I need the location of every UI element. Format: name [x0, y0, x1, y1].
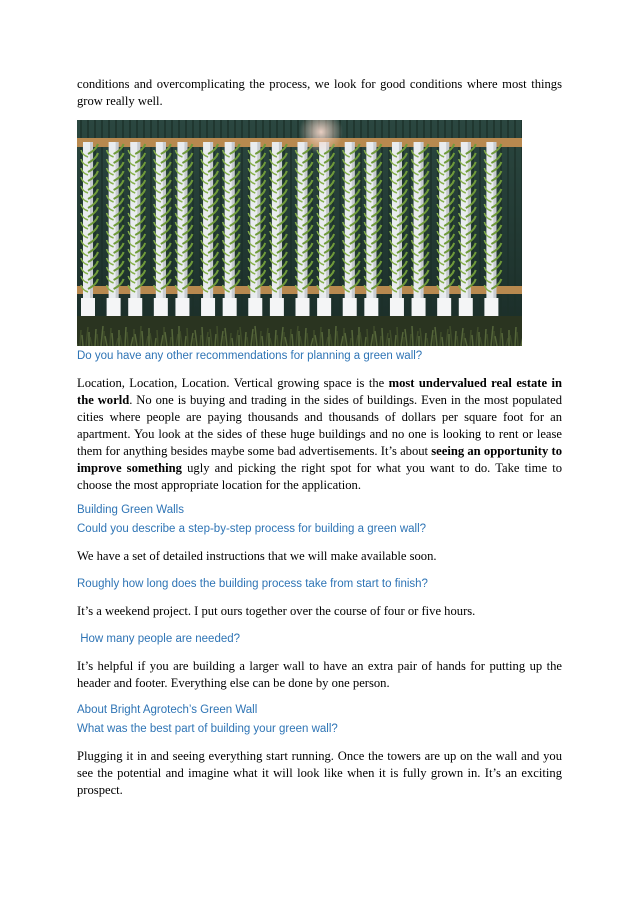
- question-steps: Could you describe a step-by-step process for building a green wall?: [77, 523, 427, 535]
- grass-blade: [455, 331, 456, 346]
- grass-blade: [187, 328, 188, 346]
- grass-blade: [320, 327, 321, 346]
- tower-shadow: [326, 142, 329, 298]
- grass-blade: [305, 328, 306, 346]
- grass-blade: [322, 332, 323, 346]
- tower-shadow: [137, 142, 140, 298]
- grass-blade: [457, 336, 458, 346]
- grass-blade: [95, 329, 96, 346]
- tower-shadow: [184, 142, 187, 298]
- grass-blade: [110, 328, 111, 346]
- grass-blade: [425, 333, 426, 346]
- tower-shadow: [257, 142, 260, 298]
- grass-blade: [80, 330, 81, 346]
- tower-shadow: [163, 142, 166, 298]
- tower-shadow: [232, 142, 235, 298]
- grass-blade: [517, 332, 518, 346]
- grass-blade: [292, 334, 293, 346]
- grass-blade: [500, 328, 501, 346]
- grass-blade: [412, 326, 413, 346]
- answer-recommendations-bold2: seeing an opportunity to improve something: [77, 444, 562, 475]
- grass-blade: [262, 336, 263, 346]
- grass-blade: [217, 326, 218, 346]
- grass-blade: [335, 326, 336, 346]
- grass-blade: [502, 333, 503, 346]
- grass-blade: [365, 337, 366, 346]
- grass-blade: [200, 335, 201, 346]
- question-duration: Roughly how long does the building process take from start to finish?: [77, 578, 428, 590]
- tower-shadow: [446, 142, 449, 298]
- grass-blade: [485, 329, 486, 346]
- grass-blade: [472, 335, 473, 346]
- grass-blade: [127, 332, 128, 346]
- grass-blade: [470, 330, 471, 346]
- grass-blade: [97, 334, 98, 346]
- grass-blade: [142, 331, 143, 346]
- grass-blade: [202, 327, 203, 346]
- grass-blade: [395, 335, 396, 346]
- grass-blade: [125, 327, 126, 346]
- intro-paragraph: conditions and overcomplicating the process, we look for good conditions where most things grow really well.: [77, 77, 562, 108]
- grass-blade: [277, 335, 278, 346]
- grass-blade: [170, 337, 171, 346]
- grass-blade: [337, 331, 338, 346]
- question-best-part: What was the best part of building your green wall?: [77, 723, 338, 735]
- tower-shadow: [90, 142, 93, 298]
- grass-blade: [380, 336, 381, 346]
- answer-best-part: Plugging it in and seeing everything start running. Once the towers are up on the wall and you see the potential and imagine what it will look like when it is fully grown in. It’s an exciting prospect.: [77, 749, 562, 797]
- answer-recommendations-part3: ugly and picking the right spot for what you want to do. Take time to choose the most appropriate location for the application.: [77, 461, 562, 492]
- grass-blade: [487, 334, 488, 346]
- grass-blade: [260, 331, 261, 346]
- tower-shadow: [116, 142, 119, 298]
- question-recommendations: Do you have any other recommendations for planning a green wall?: [77, 350, 423, 362]
- answer-recommendations-part1: Location, Location, Location. Vertical growing space is the: [77, 376, 389, 390]
- tower-shadow: [493, 142, 496, 298]
- question-people: How many people are needed?: [77, 633, 241, 645]
- grass-blade: [245, 332, 246, 346]
- grass-blade: [307, 333, 308, 346]
- grass-blade: [290, 329, 291, 346]
- grass-blade: [140, 326, 141, 346]
- tower-shadow: [399, 142, 402, 298]
- grass-blade: [275, 330, 276, 346]
- section-about-green-wall: About Bright Agrotech’s Green Wall: [77, 704, 258, 716]
- section-building-green-walls: Building Green Walls: [77, 504, 184, 516]
- tower-shadow: [279, 142, 282, 298]
- tower-shadow: [468, 142, 471, 298]
- green-wall-photo: [77, 120, 522, 346]
- grass-blade: [172, 329, 173, 346]
- tower-shadow: [352, 142, 355, 298]
- tower-shadow: [210, 142, 213, 298]
- grass-blade: [515, 327, 516, 346]
- answer-recommendations: [77, 375, 562, 494]
- grass-blade: [232, 338, 233, 346]
- grass-blade: [247, 337, 248, 346]
- answer-duration: It’s a weekend project. I put ours together over the course of four or five hours.: [77, 604, 476, 618]
- grass-blade: [352, 330, 353, 346]
- grass-blade: [397, 327, 398, 346]
- grass-blade: [440, 332, 441, 346]
- answer-people: It’s helpful if you are building a larger wall to have an extra pair of hands for putting up the header and footer. Everything else can be done by one person.: [77, 659, 562, 690]
- grass-blade: [230, 333, 231, 346]
- tower-shadow: [373, 142, 376, 298]
- green-wall-illustration: [77, 120, 522, 346]
- grass-blade: [410, 334, 411, 346]
- grass-blade: [367, 329, 368, 346]
- tower-shadow: [305, 142, 308, 298]
- answer-recommendations-part2: . No one is buying and trading in the sides of buildings. Even in the most populated cities where people are paying thousands and thousands of dollars per square foot for an apartment. You look at the sides of these huge buildings and no one is looking to rent or lease them for anything besides maybe some bad advertisements. It’s about: [77, 393, 562, 458]
- grass-blade: [350, 338, 351, 346]
- grass-blade: [82, 335, 83, 346]
- answer-steps: We have a set of detailed instructions that we will make available soon.: [77, 549, 437, 563]
- grass-blade: [185, 336, 186, 346]
- grass-blade: [215, 334, 216, 346]
- grass-blade: [155, 338, 156, 346]
- tower-shadow: [421, 142, 424, 298]
- grass-blade: [157, 330, 158, 346]
- grass-blade: [427, 338, 428, 346]
- answer-recommendations-bold1: most undervalued real estate in the world: [77, 376, 562, 407]
- document-page: [77, 76, 562, 799]
- grass-blade: [442, 337, 443, 346]
- grass-blade: [112, 333, 113, 346]
- grass-blade: [382, 328, 383, 346]
